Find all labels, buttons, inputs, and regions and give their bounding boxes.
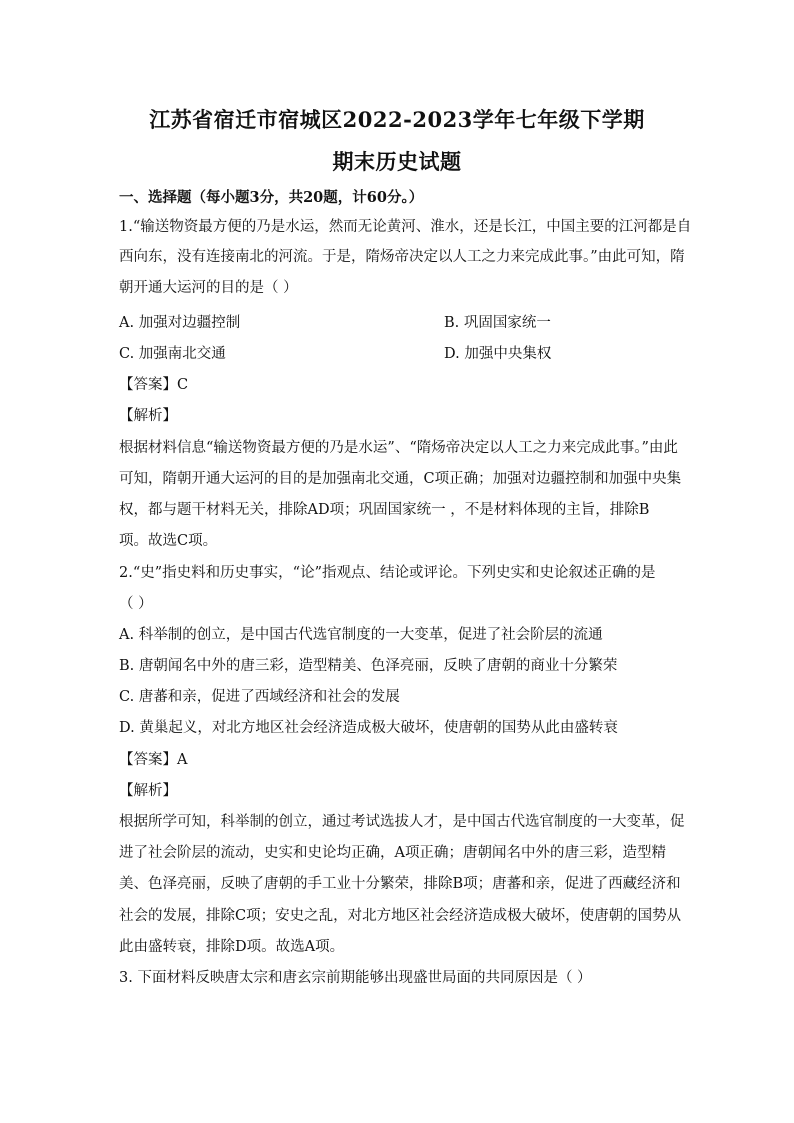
q2-analysis-line-4: 社会的发展，排除C项；安史之乱，对北方地区社会经济造成极大破坏，使唐朝的国势从 — [119, 908, 682, 924]
q1-analysis-line-4: 项。故选C项。 — [119, 533, 218, 549]
q1-analysis-line-3: 权，都与题干材料无关，排除AD项；巩固国家统一 ，不是材料体现的主旨，排除B — [119, 502, 650, 518]
q2-stem-line-2: （ ） — [119, 596, 153, 612]
q1-stem-line-2: 西向东，没有连接南北的河流。于是，隋炀帝决定以人工之力来完成此事。”由此可知，隋 — [119, 249, 685, 265]
q2-analysis-line-1: 根据所学可知，科举制的创立，通过考试选拔人才，是中国古代选官制度的一大变革，促 — [119, 814, 685, 830]
q2-analysis-label: 【解析】 — [119, 783, 177, 799]
q1-analysis-label: 【解析】 — [119, 408, 177, 424]
q1-stem-line-3: 朝开通大运河的目的是（ ） — [119, 280, 298, 296]
q2-analysis-line-5: 此由盛转衰，排除D项。故选A项。 — [119, 939, 345, 955]
q2-answer: 【答案】A — [119, 752, 188, 768]
q2-analysis-line-2: 进了社会阶层的流动，史实和史论均正确，A项正确；唐朝闻名中外的唐三彩，造型精 — [119, 845, 666, 861]
q3-stem-line-1: 3. 下面材料反映唐太宗和唐玄宗前期能够出现盛世局面的共同原因是（ ） — [119, 970, 592, 986]
q1-option-d: D. 加强中央集权 — [444, 346, 552, 362]
q2-option-a: A. 科举制的创立，是中国古代选官制度的一大变革，促进了社会阶层的流通 — [119, 627, 603, 643]
q1-stem-line-1: 1.“输送物资最方便的乃是水运，然而无论黄河、淮水，还是长江，中国主要的江河都是自 — [119, 219, 692, 235]
q2-option-c: C. 唐蕃和亲，促进了西域经济和社会的发展 — [119, 689, 400, 705]
q2-analysis-line-3: 美、色泽亮丽，反映了唐朝的手工业十分繁荣，排除B项；唐蕃和亲，促进了西藏经济和 — [119, 876, 681, 892]
q2-option-b: B. 唐朝闻名中外的唐三彩，造型精美、色泽亮丽，反映了唐朝的商业十分繁荣 — [119, 658, 618, 674]
q1-option-c: C. 加强南北交通 — [119, 346, 226, 362]
q1-analysis-line-2: 可知，隋朝开通大运河的目的是加强南北交通，C项正确；加强对边疆控制和加强中央集 — [119, 471, 682, 487]
q2-stem-line-1: 2.“史”指史料和历史事实，“论”指观点、结论或评论。下列史实和史论叙述正确的是 — [119, 565, 656, 581]
q1-option-a: A. 加强对边疆控制 — [119, 315, 241, 331]
title-line-1: 江苏省宿迁市宿城区2022-2023学年七年级下学期 — [149, 107, 645, 132]
q1-analysis-line-1: 根据材料信息“输送物资最方便的乃是水运”、“隋炀帝决定以人工之力来完成此事。”由此 — [119, 440, 678, 456]
q1-answer: 【答案】C — [119, 377, 189, 393]
title-line-2: 期末历史试题 — [332, 149, 462, 174]
section-heading: 一、选择题（每小题3分，共20题，计60分。） — [119, 189, 424, 206]
q1-option-b: B. 巩固国家统一 — [444, 315, 551, 331]
q2-option-d: D. 黄巢起义，对北方地区社会经济造成极大破坏，使唐朝的国势从此由盛转衰 — [119, 720, 618, 736]
